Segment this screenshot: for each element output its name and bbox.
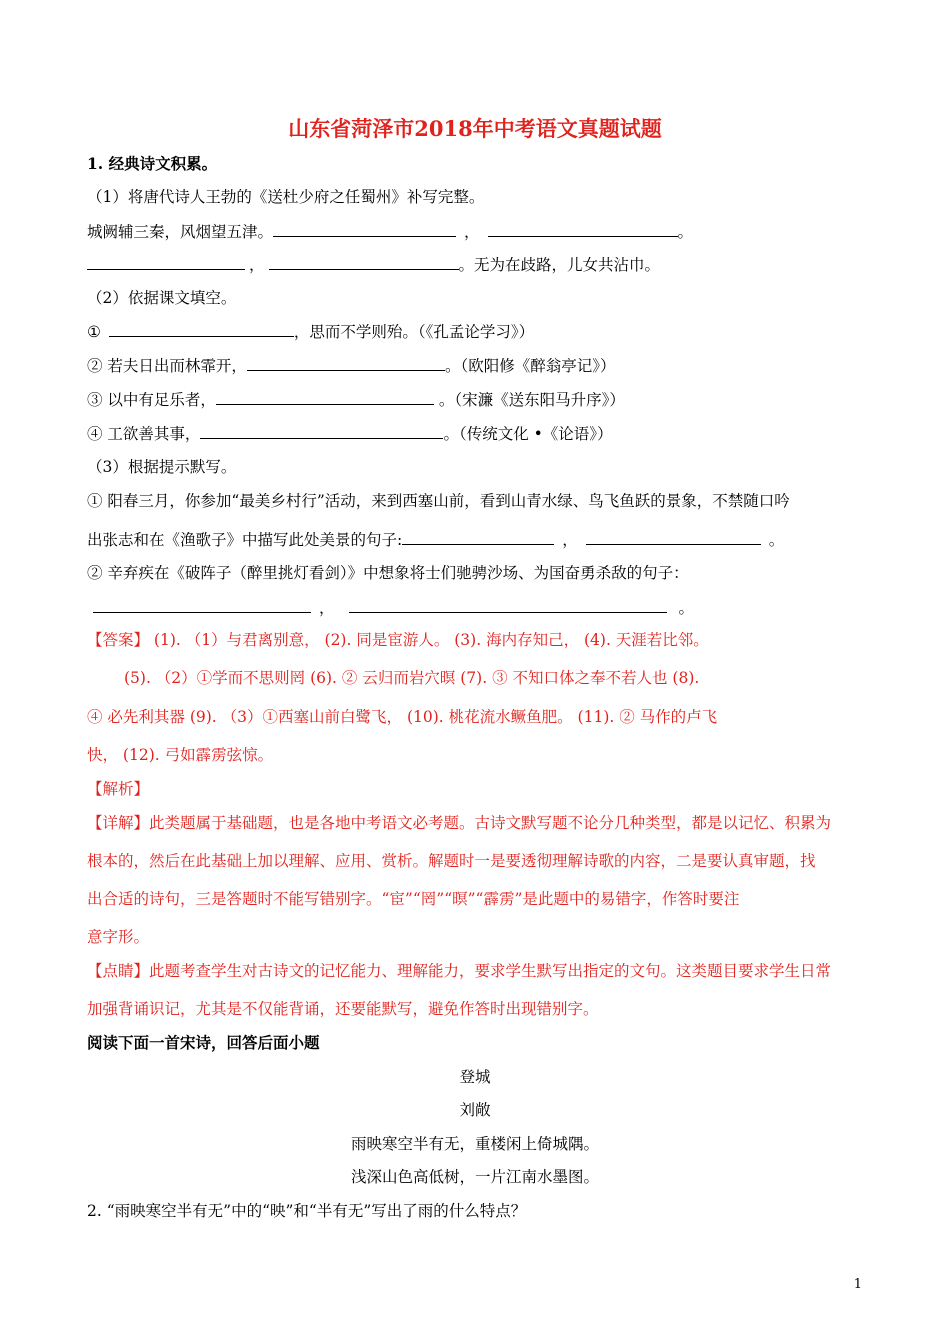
analysis-line-1: 【详解】此类题属于基础题，也是各地中考语文必考题。古诗文默写题不论分几种类型，都是以记忆、积累为: [87, 814, 832, 832]
q1-part1-prompt: （1）将唐代诗人王勃的《送杜少府之任蜀州》补写完整。: [87, 188, 485, 206]
answer-blank[interactable]: [93, 596, 311, 613]
answer-line-3: ④ 必先利其器 (9). （3）①西塞山前白鹭飞， (10). 桃花流水鳜鱼肥。 (11). ② 马作的卢飞: [87, 708, 718, 726]
answer-line-1: 【答案】 (1). （1）与君离别意， (2). 同是宦游人。 (3). 海内存知己， (4). 天涯若比邻。: [87, 631, 709, 649]
q1-fill-3: ③ 以中有足乐者， 。（宋濂《送东阳马升序》）: [87, 388, 625, 411]
analysis-label: 【解析】: [87, 780, 150, 798]
q1-fill-2: ② 若夫日出而林霏开， 。（欧阳修《醉翁亭记》）: [87, 354, 615, 377]
q1-poem-line-1: 城阙辅三秦，风烟望五津。 ， 。: [87, 220, 693, 243]
answer-blank[interactable]: [200, 422, 443, 439]
answer-blank[interactable]: [216, 388, 434, 405]
comment-line-2: 加强背诵识记，尤其是不仅能背诵，还要能默写，避免作答时出现错别字。: [87, 1000, 599, 1018]
answer-blank[interactable]: [87, 253, 245, 270]
page-title: 山东省菏泽市2018年中考语文真题试题: [288, 116, 662, 141]
analysis-line-3: 出合适的诗句，三是答题时不能写错别字。“宦”“罔”“暝”“霹雳”是此题中的易错字，作答时要注: [87, 890, 740, 908]
answer-blank[interactable]: [402, 528, 554, 545]
q1-prompt-text-4: ， 。: [93, 596, 694, 619]
q1-fill-1: ① ，思而不学则殆。（《孔孟论学习》）: [87, 320, 534, 343]
poem-line-2: 浅深山色高低树，一片江南水墨图。: [350, 1168, 599, 1186]
q1-part3-prompt: （3）根据提示默写。: [87, 458, 237, 476]
poem-title: 登城: [459, 1068, 491, 1086]
answer-line-2: (5). （2）①学而不思则罔 (6). ② 云归而岩穴暝 (7). ③ 不知口体之奉不若人也 (8).: [124, 669, 700, 687]
q1-prompt-text-3: ② 辛弃疾在《破阵子（醉里挑灯看剑）》中想象将士们驰骋沙场、为国奋勇杀敌的句子：: [87, 564, 689, 582]
page-number: 1: [853, 1277, 862, 1292]
q1-prompt-text-1: ① 阳春三月，你参加“最美乡村行”活动，来到西塞山前，看到山青水绿、鸟飞鱼跃的景象，不禁随口吟: [87, 492, 790, 510]
poem-line-1: 雨映寒空半有无，重楼闲上倚城隅。: [350, 1135, 599, 1153]
answer-blank[interactable]: [109, 320, 294, 337]
q1-prompt-text-2: 出张志和在《渔歌子》中描写此处美景的句子: ， 。: [87, 528, 784, 551]
q1-part2-prompt: （2）依据课文填空。: [87, 289, 237, 307]
answer-blank[interactable]: [247, 354, 445, 371]
answer-blank[interactable]: [349, 596, 667, 613]
answer-line-4: 快， (12). 弓如霹雳弦惊。: [87, 746, 274, 764]
q1-poem-line-2: ， 。无为在歧路，儿女共沾巾。: [87, 253, 660, 276]
analysis-line-4: 意字形。: [87, 928, 150, 946]
answer-blank[interactable]: [488, 220, 678, 237]
answer-blank[interactable]: [586, 528, 761, 545]
answer-blank[interactable]: [269, 253, 459, 270]
question-1-heading: 1. 经典诗文积累。: [87, 154, 218, 173]
poem-intro: 阅读下面一首宋诗，回答后面小题: [87, 1033, 320, 1052]
question-2: 2. “雨映寒空半有无”中的“映”和“半有无”写出了雨的什么特点？: [87, 1202, 527, 1220]
poem-author: 刘敞: [459, 1101, 491, 1119]
analysis-line-2: 根本的，然后在此基础上加以理解、应用、赏析。解题时一是要透彻理解诗歌的内容，二是要认真审题，找: [87, 852, 816, 870]
answer-blank[interactable]: [273, 220, 456, 237]
comment-line-1: 【点睛】此题考查学生对古诗文的记忆能力、理解能力，要求学生默写出指定的文句。这类题目要求学生日常: [87, 962, 832, 980]
q1-fill-4: ④ 工欲善其事， 。（传统文化 •《论语》）: [87, 422, 613, 445]
